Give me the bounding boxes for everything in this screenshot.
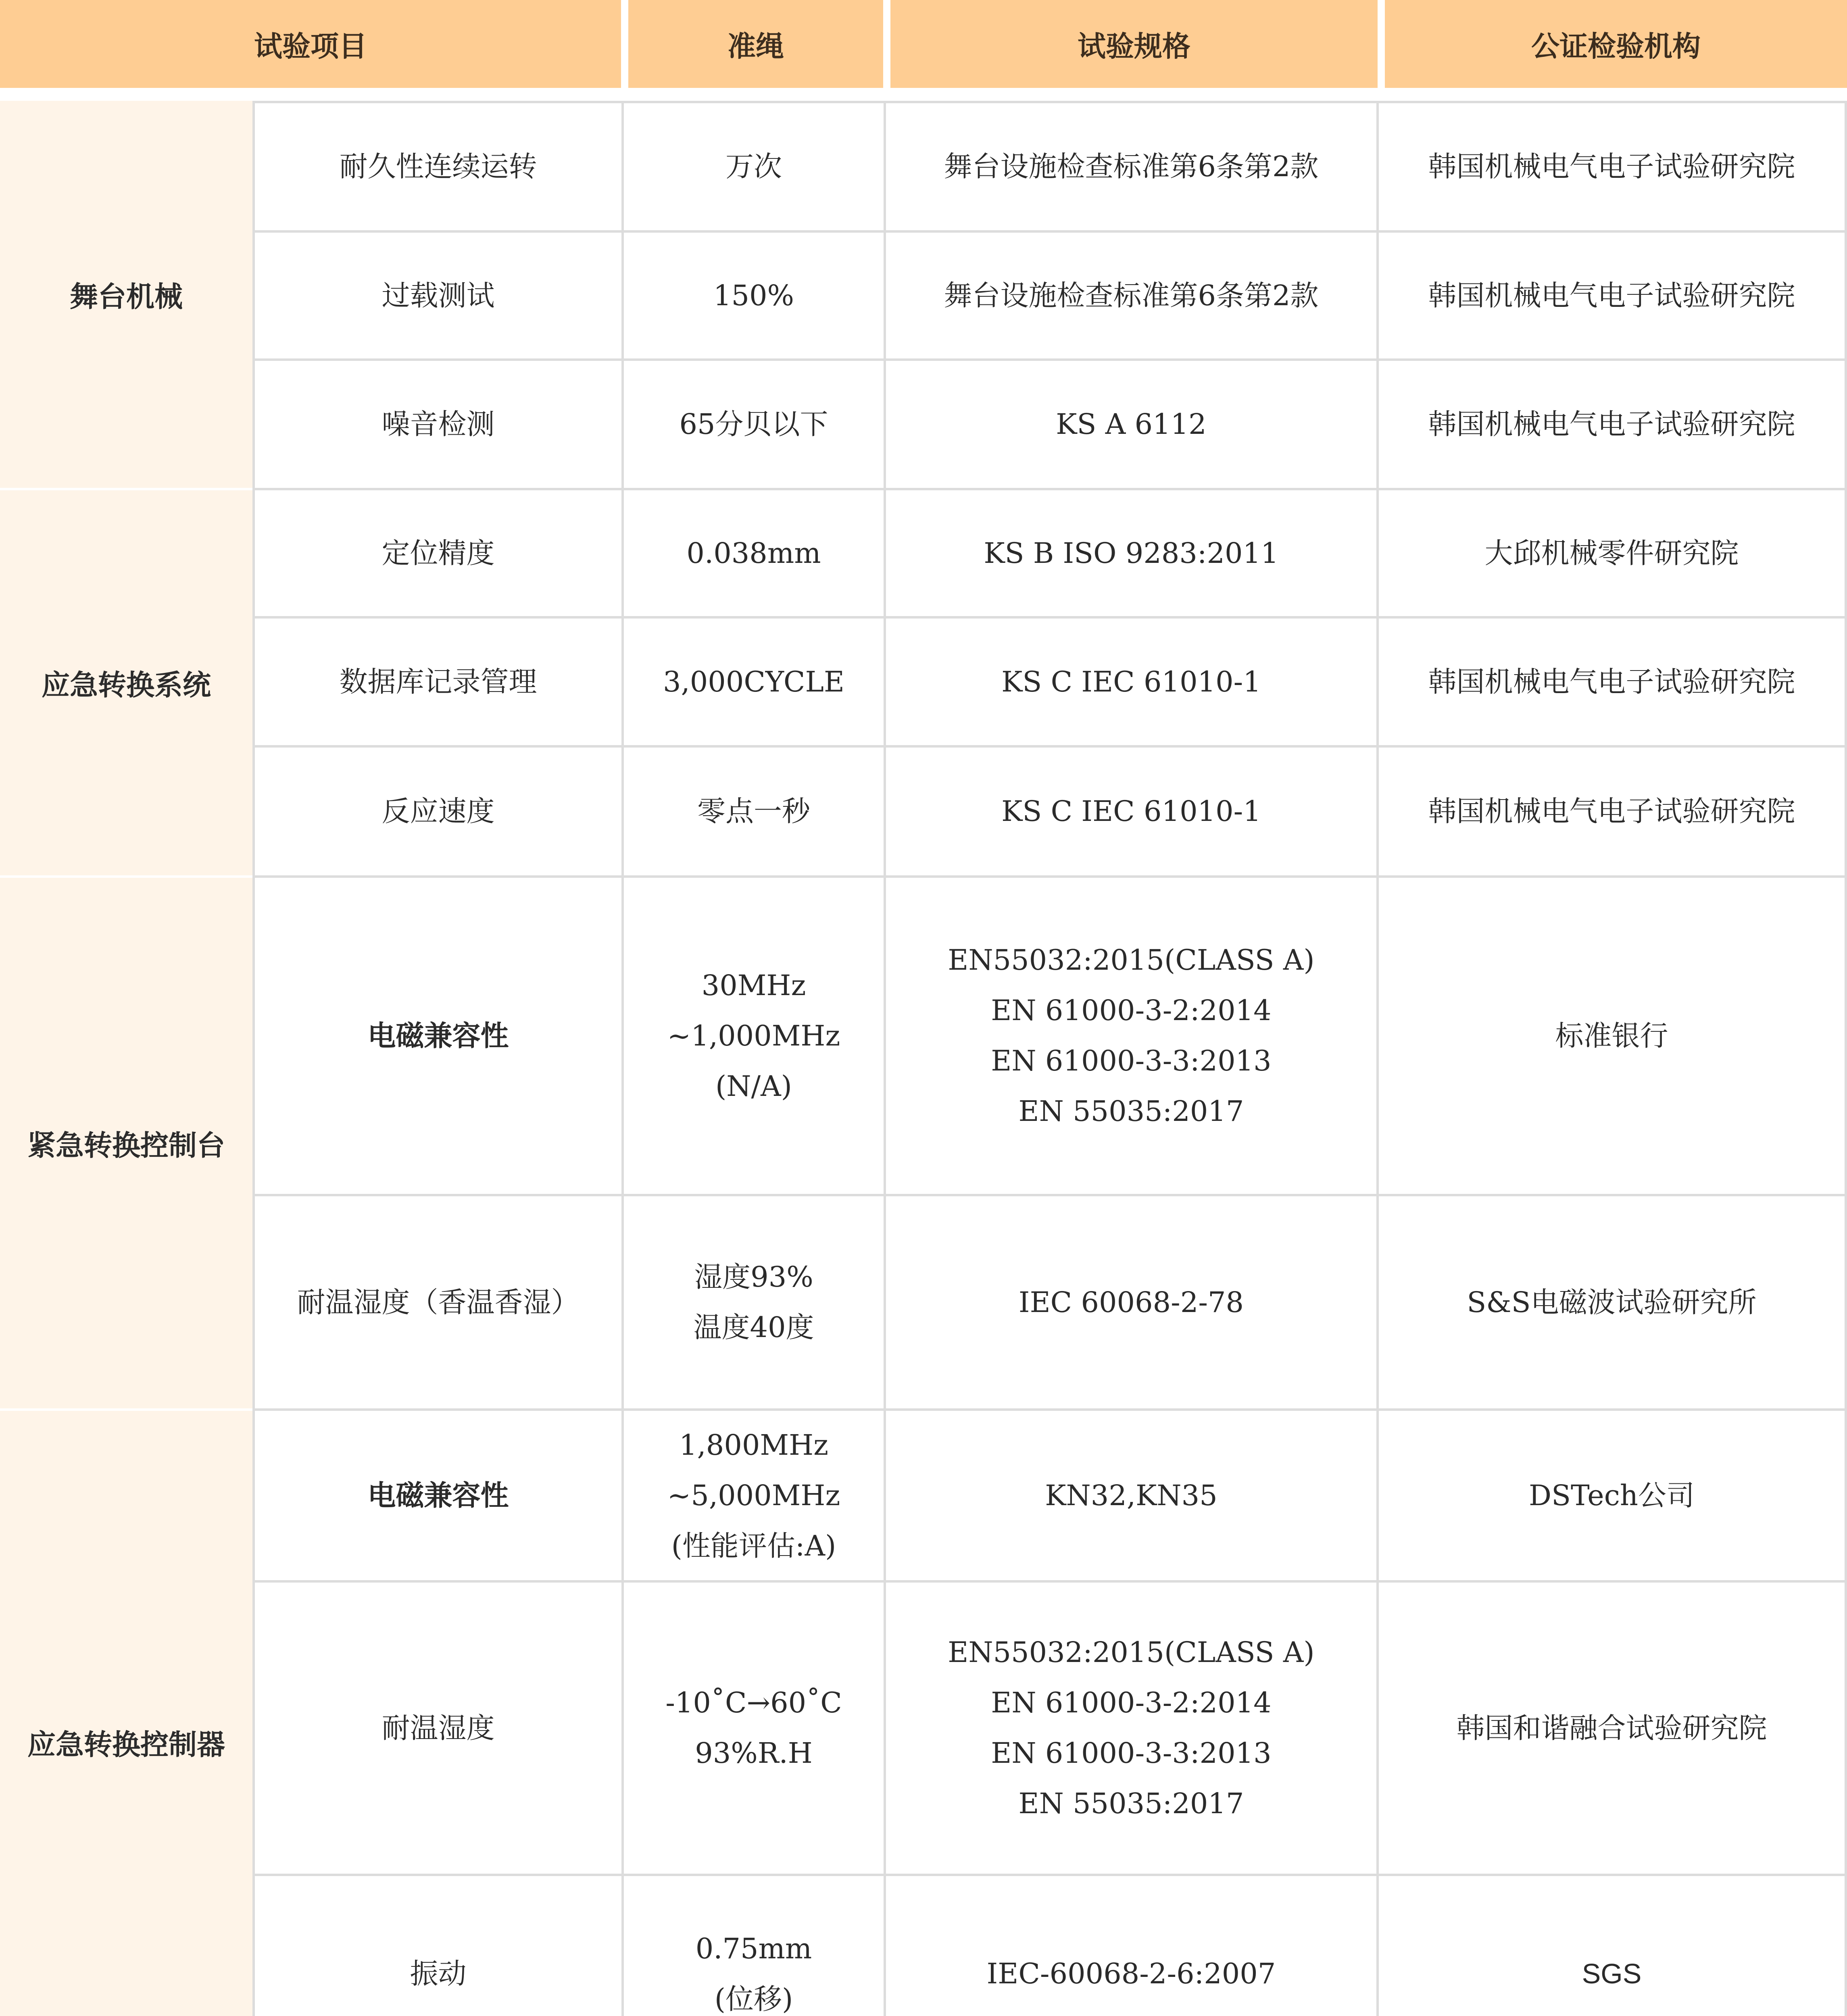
row-1-spec: [886, 233, 1379, 361]
row-9-item: 耐温湿度: [255, 1583, 624, 1876]
row-0-item: 耐久性连续运转: [255, 103, 624, 233]
row-2-spec-line: KS A 6112: [1056, 408, 1207, 441]
row-6-spec-line: EN 61000-3-2:2014: [991, 994, 1272, 1027]
row-9-agency: 韩国和谐融合试验研究院: [1379, 1583, 1847, 1876]
row-6-spec-line: EN 55035:2017: [1018, 1095, 1244, 1128]
row-5-spec: [886, 748, 1379, 878]
row-3-standard: [624, 490, 886, 619]
row-9-standard-line: 93%R.H: [695, 1737, 813, 1770]
row-9-spec-line: EN 55035:2017: [1018, 1787, 1244, 1820]
row-6-agency: 标准银行: [1379, 878, 1847, 1196]
row-0-agency: 韩国机械电气电子试验研究院: [1379, 103, 1847, 233]
row-3-standard-line: 0.038mm: [686, 536, 821, 570]
header-agency: 公证检验机构: [1385, 0, 1847, 88]
row-10-spec: [886, 1876, 1379, 2016]
row-5-spec-line: KS C IEC 61010-1: [1001, 795, 1261, 828]
row-8-agency: DSTech公司: [1379, 1411, 1847, 1583]
row-8-standard-line: 1,800MHz: [679, 1428, 828, 1462]
row-8-standard-line: ~5,000MHz: [667, 1479, 840, 1512]
header-test-spec: 试验规格: [890, 0, 1378, 88]
row-7-standard-line: 温度40度: [693, 1311, 814, 1344]
row-4-spec-line: KS C IEC 61010-1: [1001, 665, 1261, 698]
row-10-item: 振动: [255, 1876, 624, 2016]
row-4-item: 数据库记录管理: [255, 619, 624, 748]
row-9-spec-line: EN55032:2015(CLASS A): [948, 1636, 1315, 1669]
row-0-spec: [886, 103, 1379, 233]
row-8-spec: [886, 1411, 1379, 1583]
row-4-agency: 韩国机械电气电子试验研究院: [1379, 619, 1847, 748]
row-2-agency: 韩国机械电气电子试验研究院: [1379, 361, 1847, 490]
row-10-standard-line: (位移): [714, 1982, 793, 2016]
row-6-spec: [886, 878, 1379, 1196]
row-3-agency: 大邱机械零件研究院: [1379, 490, 1847, 619]
row-8-spec-line: KN32,KN35: [1045, 1479, 1217, 1512]
row-9-standard: [624, 1583, 886, 1876]
row-3-item: 定位精度: [255, 490, 624, 619]
row-5-standard: [624, 748, 886, 878]
row-2-standard: [624, 361, 886, 490]
row-9-standard-line: -10˚C→60˚C: [665, 1686, 842, 1719]
row-1-standard: [624, 233, 886, 361]
row-6-item: 电磁兼容性: [255, 878, 624, 1196]
row-10-standard-line: 0.75mm: [695, 1932, 812, 1965]
row-9-spec: [886, 1583, 1379, 1876]
row-0-spec-line: 舞台设施检查标准第6条第2款: [944, 150, 1319, 183]
table-header: [0, 0, 1847, 88]
row-2-spec: [886, 361, 1379, 490]
row-9-spec-line: EN 61000-3-3:2013: [991, 1737, 1272, 1770]
row-7-agency: S&S电磁波试验研究所: [1379, 1196, 1847, 1411]
row-1-spec-line: 舞台设施检查标准第6条第2款: [944, 279, 1319, 312]
category-emergency-switch-controller: 应急转换控制器: [0, 1411, 252, 2016]
row-9-spec-line: EN 61000-3-2:2014: [991, 1686, 1272, 1719]
row-5-standard-line: 零点一秒: [697, 795, 810, 828]
row-7-standard: [624, 1196, 886, 1411]
row-4-standard: [624, 619, 886, 748]
row-10-spec-line: IEC-60068-2-6:2007: [986, 1957, 1276, 1990]
row-6-standard-line: 30MHz: [701, 968, 806, 1002]
row-6-standard-line: ~1,000MHz: [667, 1019, 840, 1052]
row-2-item: 噪音检测: [255, 361, 624, 490]
row-5-item: 反应速度: [255, 748, 624, 878]
row-7-standard-line: 湿度93%: [694, 1260, 813, 1293]
row-6-standard-line: (N/A): [715, 1069, 792, 1103]
row-0-standard-line: 万次: [725, 150, 782, 183]
row-0-standard: [624, 103, 886, 233]
row-7-item: 耐温湿度（香温香湿）: [255, 1196, 624, 1411]
category-stage-machinery: 舞台机械: [0, 101, 252, 488]
row-6-standard: [624, 878, 886, 1196]
row-5-agency: 韩国机械电气电子试验研究院: [1379, 748, 1847, 878]
row-2-standard-line: 65分贝以下: [679, 408, 828, 441]
row-10-standard: [624, 1876, 886, 2016]
category-emergency-switch-console: 紧急转换控制台: [0, 878, 252, 1408]
header-test-item: 试验项目: [0, 0, 621, 88]
category-emergency-switch-system: 应急转换系统: [0, 490, 252, 875]
row-10-agency: SGS: [1379, 1876, 1847, 2016]
row-3-spec-line: KS B ISO 9283:2011: [984, 536, 1279, 570]
row-6-spec-line: EN 61000-3-3:2013: [991, 1044, 1272, 1077]
header-standard: 准绳: [628, 0, 883, 88]
row-1-item: 过载测试: [255, 233, 624, 361]
row-8-standard-line: (性能评估:A): [671, 1529, 836, 1562]
row-8-item: 电磁兼容性: [255, 1411, 624, 1583]
row-7-spec: [886, 1196, 1379, 1411]
row-1-standard-line: 150%: [713, 279, 794, 312]
row-4-standard-line: 3,000CYCLE: [663, 665, 845, 698]
row-3-spec: [886, 490, 1379, 619]
row-8-standard: [624, 1411, 886, 1583]
row-6-spec-line: EN55032:2015(CLASS A): [948, 943, 1315, 977]
row-4-spec: [886, 619, 1379, 748]
row-1-agency: 韩国机械电气电子试验研究院: [1379, 233, 1847, 361]
row-7-spec-line: IEC 60068-2-78: [1018, 1285, 1244, 1319]
